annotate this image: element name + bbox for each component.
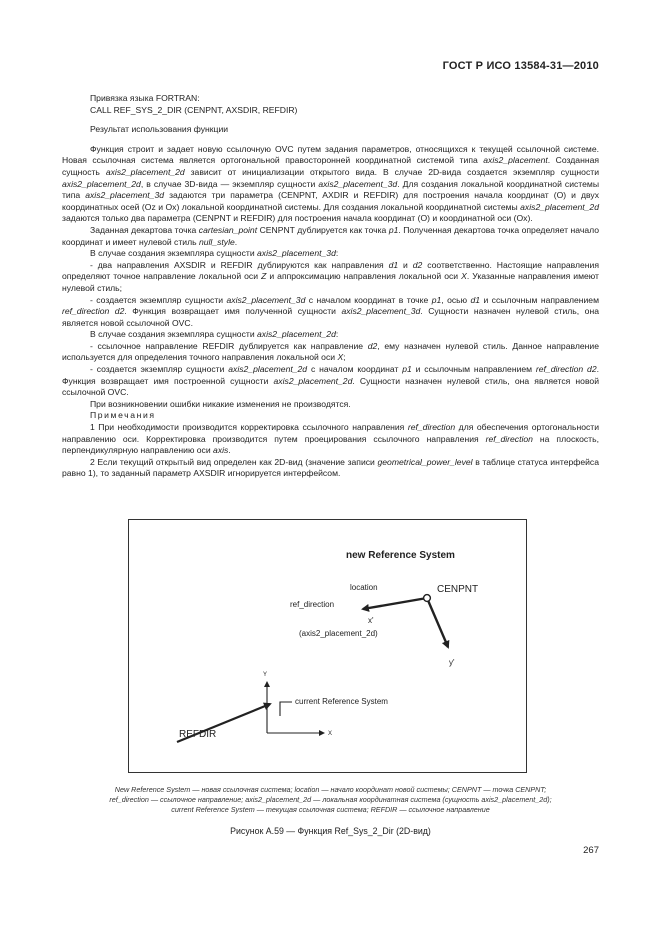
paragraph-8: - создается экземпляр сущности axis2_placement_2d с началом координат p1 и ссылочным направлением ref_direction d2. Функция возвращает имя построенной сущности axis2_placement_2d. Сущности назначен нулевой стиль, она является новой ссылочной OVC. [62,364,599,398]
ref-direction-label: ref_direction [290,600,335,609]
axis-placement-label: (axis2_placement_2d) [299,629,378,638]
document-header: ГОСТ Р ИСО 13584-31—2010 [442,60,599,72]
legend-line-1: New Reference System — новая ссылочная система; location — начало координат новой системы; CENPNT — точка CENPNT; [114,785,547,794]
document-body [62,93,599,480]
x-axis-label: X [328,731,333,737]
notes-heading: Примечания [90,410,156,421]
figure-caption: Рисунок А.59 — Функция Ref_Sys_2_Dir (2D-вид) [230,826,431,836]
x-prime-label: x' [368,616,374,625]
reference-system-diagram [129,520,528,774]
note-1: 1 При необходимости производится корректировка ссылочного направления ref_direction для обеспечения ортогональности направлению оси. Корректировка производится путем проецирования ссылочного направления ref_direction на плоскость, перпендикулярную направлению оси axis. [62,422,600,456]
paragraph-5: - создается экземпляр сущности axis2_placement_3d с началом координат в точке p1, осью d1 и ссылочным направлением ref_direction d2. Функция возвращает имя полученной сущности axis2_placement_3d. Сущности назначен нулевой стиль, она является новой ссылочной OVC. [62,294,599,328]
page-number: 267 [583,845,599,856]
paragraph-6: В случае создания экземпляра сущности axis2_placement_2d: [90,329,339,340]
refdir-label: REFDIR [179,729,217,740]
x-prime-axis-arrow [363,598,427,609]
reference-system-figure [128,519,527,773]
figure-title: new Reference System [346,550,455,561]
figure-legend [62,785,599,815]
legend-line-3: current Reference System — текущая ссылочная система; REFDIR — ссылочное направление [171,805,490,814]
origin-point [424,595,431,602]
current-system-leader [280,702,292,716]
paragraph-1: Функция строит и задает новую ссылочную OVC путем задания параметров, относящихся к текущей ссылочной системе. Новая ссылочная система является ортогональной правосторонней координатной системой типа axis2_placement. Созданная сущность axis2_placement_2d зависит от инициализации открытого вида. В случае 2D-вида создается экземпляр сущности axis2_placement_2d, в случае 3D-вида — экземпляр сущности axis2_placement_3d. Для создания локальной координатной системы типа axis2_placement_3d задаются три параметра (CENPNT, AXDIR и REFDIR) для построения начала координат (O) и двух координатных осей (Oz и Ox) локальной координатной системы. Для создания локальной координатной системы axis2_placement_2d задаются только два параметра (CENPNT и REFDIR) для построения начала координат (O) и координатной оси (Ox). [62,143,600,224]
paragraph-9: При возникновении ошибки никакие изменения не производятся. [90,398,351,409]
paragraph-3: В случае создания экземпляра сущности axis2_placement_3d: [90,248,339,259]
y-prime-axis-arrow [427,598,448,647]
result-heading: Результат использования функции [90,124,229,135]
y-prime-label: y' [449,658,455,667]
legend-line-2: ref_direction — ссылочное направление; axis2_placement_2d — локальная координатная система (сущность axis2_placement_2d); [109,795,552,804]
cenpnt-label: CENPNT [437,584,479,595]
note-2: 2 Если текущий открытый вид определен как 2D-вид (значение записи geometrical_power_level в таблице статуса интерфейса равно 1), то заданный параметр AXSDIR игнорируется интерфейсом. [62,456,599,479]
y-axis-label: Y [263,672,268,678]
paragraph-7: - ссылочное направление REFDIR дублируется как направление d2, ему назначен нулевой стиль. Данное направление используется для определения точного направления локальной оси X; [62,340,599,363]
location-label: location [350,583,378,592]
paragraph-4: - два направления AXSDIR и REFDIR дублируются как направления d1 и d2 соответственно. Настоящие направления определяют точное направление локальной оси Z и аппроксимацию направления локальной оси X. Указанные направления имеют нулевой стиль; [62,259,600,293]
current-reference-label: current Reference System [295,697,388,706]
binding-label: Привязка языка FORTRAN: [90,93,200,103]
binding-call: CALL REF_SYS_2_DIR (CENPNT, AXSDIR, REFDIR) [90,104,298,115]
paragraph-2: Заданная декартова точка cartesian_point CENPNT дублируется как точка p1. Полученная декартова точка определяет начало координат и имеет нулевой стиль null_style. [62,224,600,247]
